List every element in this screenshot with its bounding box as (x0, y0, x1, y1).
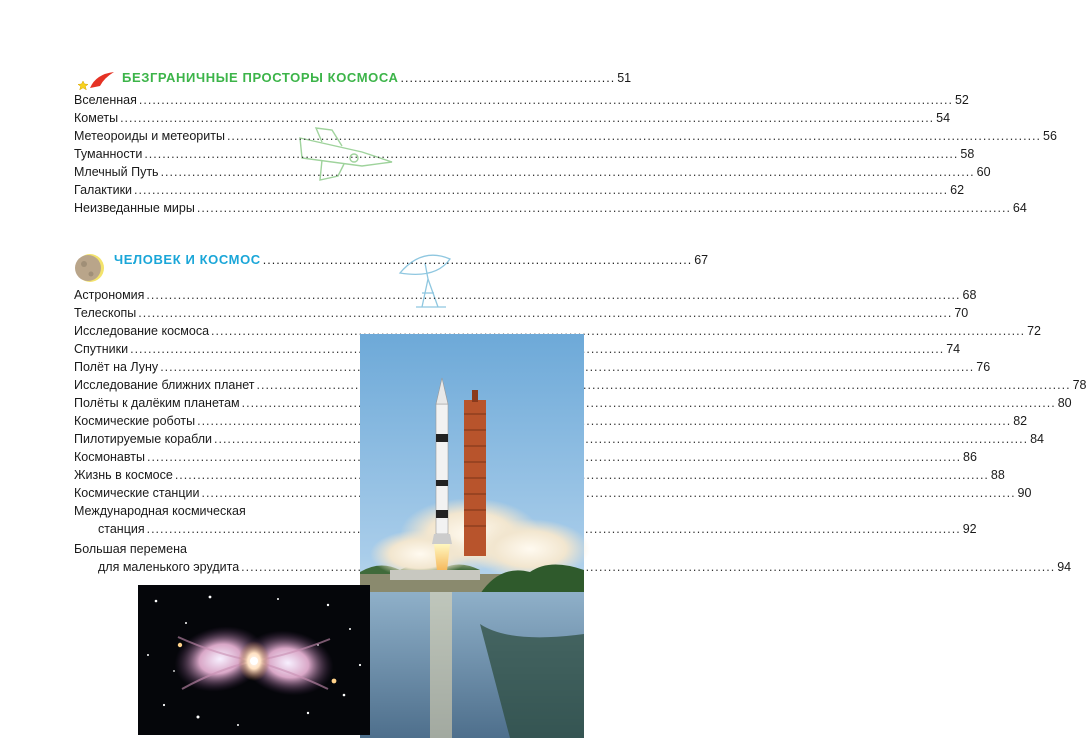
toc-item[interactable]: Исследование космоса ..... 72 (74, 322, 344, 340)
toc-item[interactable]: Космонавты ..... 86 (74, 448, 344, 466)
rocket-launch-photo (360, 334, 584, 738)
toc-item[interactable]: Вселенная ..... 52 (74, 91, 474, 109)
leader-dots: ................................................ (400, 71, 616, 85)
section-page: 51 (617, 71, 632, 85)
toc-item[interactable]: Полёты к далёким планетам ..... 80 (74, 394, 344, 412)
toc-item[interactable]: Жизнь в космосе ..... 88 (74, 466, 344, 484)
comet-icon (74, 70, 118, 92)
toc-item[interactable]: Неизведанные миры ..... 64 (74, 199, 474, 217)
section-header (74, 252, 709, 284)
moon-icon (74, 252, 108, 284)
ant-nebula-photo (138, 585, 370, 735)
toc-item[interactable]: Исследование ближних планет ..... 78 (74, 376, 344, 394)
section-header (74, 70, 632, 92)
toc-item[interactable]: Спутники ..... 74 (74, 340, 344, 358)
section-page: 67 (694, 253, 709, 267)
toc-item[interactable]: Космические станции ..... 90 (74, 484, 344, 502)
toc-item[interactable]: Галактики ..... 62 (74, 181, 474, 199)
toc-item-multiline[interactable]: Международная космическая станция ..... 92 (74, 502, 344, 538)
toc-item-multiline[interactable]: Большая перемена для маленького эрудита ..... 94 (74, 540, 344, 576)
toc-item[interactable]: Туманности ..... 58 (74, 145, 474, 163)
toc-item[interactable]: Полёт на Луну ..... 76 (74, 358, 344, 376)
toc-item[interactable]: Млечный Путь ..... 60 (74, 163, 474, 181)
section-title: БЕЗГРАНИЧНЫЕ ПРОСТОРЫ КОСМОСА (122, 70, 399, 85)
toc-item[interactable]: Метеороиды и метеориты ..... 56 (74, 127, 474, 145)
toc-item[interactable]: Пилотируемые корабли ..... 84 (74, 430, 344, 448)
toc-item[interactable]: Астрономия ..... 68 (74, 286, 492, 304)
toc-item[interactable]: Телескопы ..... 70 (74, 304, 492, 322)
toc-item[interactable]: Космические роботы ..... 82 (74, 412, 344, 430)
toc-item[interactable]: Кометы ..... 54 (74, 109, 474, 127)
section-title: ЧЕЛОВЕК И КОСМОС (114, 252, 261, 267)
leader-dots: ................................................................................................ (262, 253, 693, 267)
